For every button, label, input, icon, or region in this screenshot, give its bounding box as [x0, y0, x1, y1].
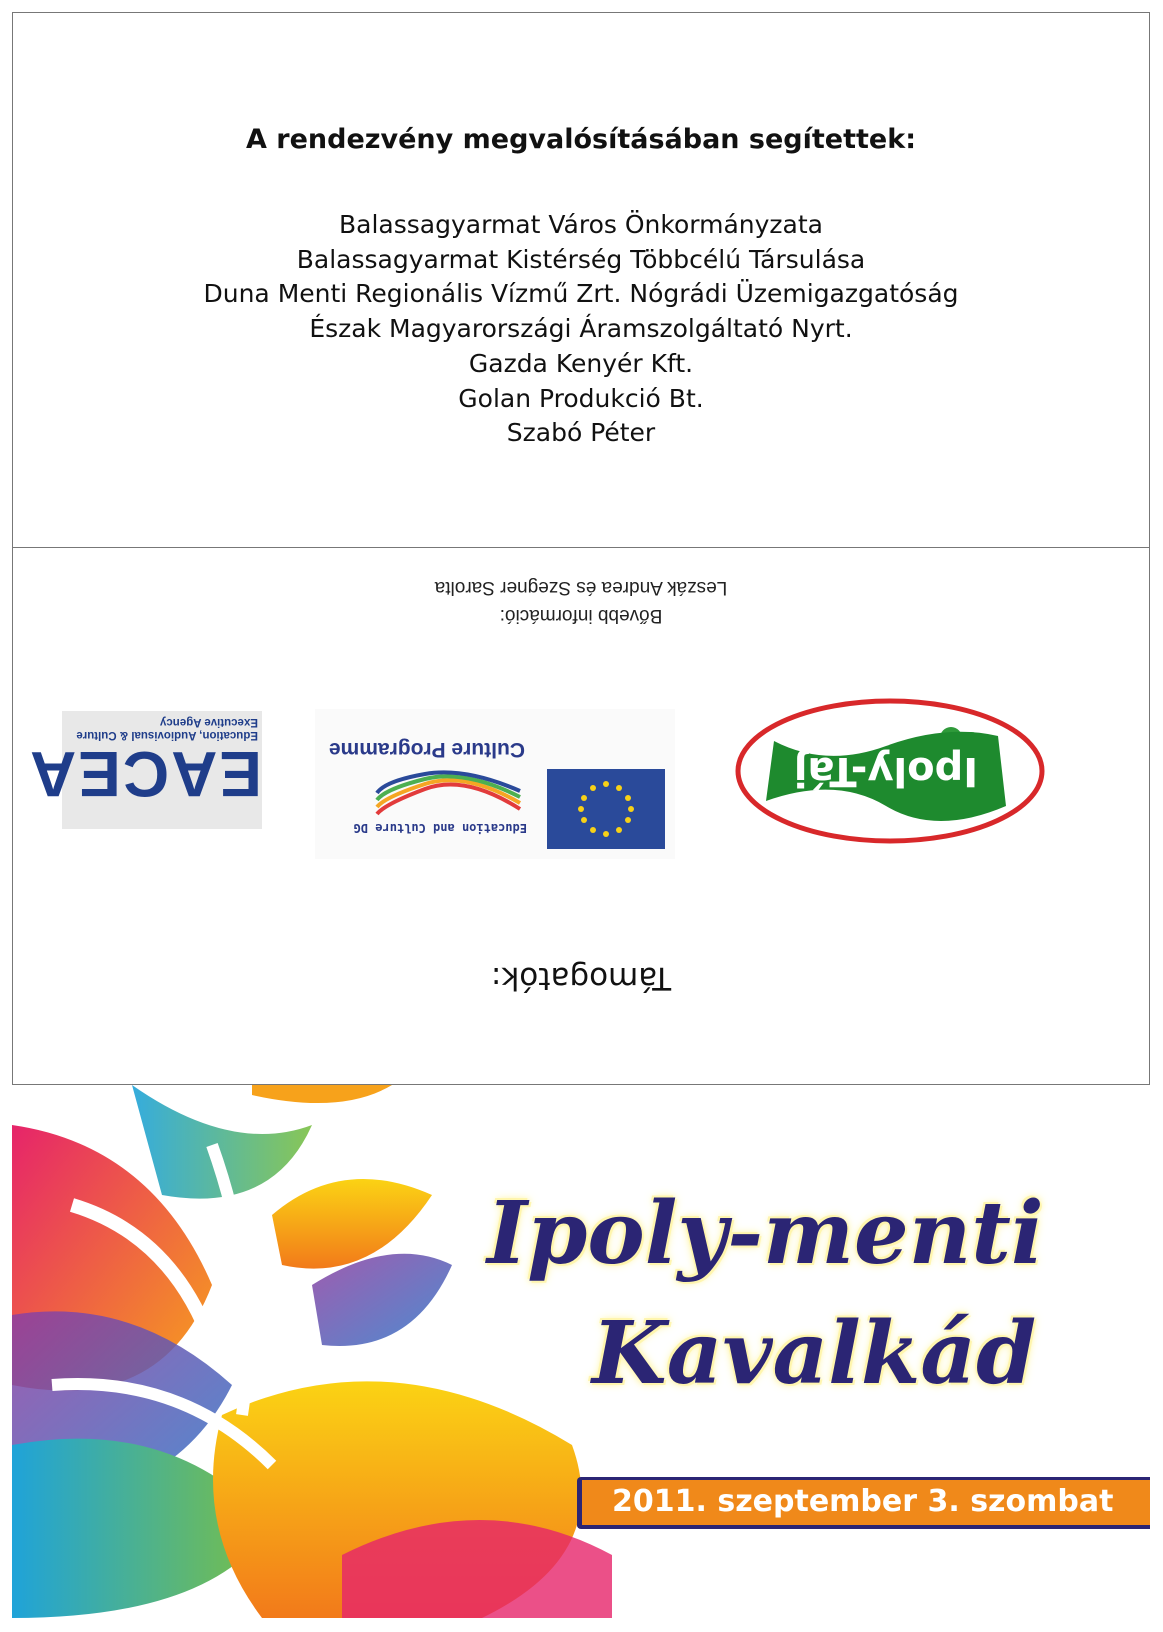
info-label: Bővebb információ: [499, 605, 663, 626]
colorful-swirl-artwork [12, 1085, 632, 1618]
event-date: 2011. szeptember 3. szombat [612, 1484, 1114, 1519]
eacea-tagline [76, 715, 258, 741]
sponsor-item: Észak Magyarországi Áramszolgáltató Nyrt. [309, 314, 853, 344]
date-banner [577, 1477, 1150, 1529]
eacea-logo [27, 711, 262, 829]
sponsor-item: Szabó Péter [506, 418, 656, 448]
sponsor-item: Balassagyarmat Város Önkormányzata [339, 210, 823, 239]
cover-panel [12, 1085, 1150, 1618]
culture-subtitle: Education and Culture DG [353, 821, 527, 835]
event-title-line2: Kavalkád [592, 1303, 1037, 1404]
culture-title: Culture Programme [328, 738, 525, 761]
event-title-line1: Ipoly-menti [487, 1183, 1044, 1284]
credits-panel [12, 12, 1150, 547]
sponsor-list [12, 208, 1150, 451]
eacea-tagline-1: Education, Audiovisual & Culture [76, 729, 258, 741]
sponsor-item: Balassagyarmat Kistérség Többcélú Társulása [296, 244, 866, 274]
more-info [12, 573, 1150, 629]
ipoly-logo-text: Ipoly-Táj [793, 748, 979, 794]
credits-heading: A rendezvény megvalósításában segítettek: [245, 124, 916, 155]
sponsor-item: Gazda Kenyér Kft. [468, 348, 694, 378]
info-names: Leszák Andrea és Szegner Sarolta [434, 577, 728, 598]
supporters-label: Támogatók: [490, 960, 672, 996]
culture-programme-logo [315, 709, 675, 859]
supporters-panel [12, 548, 1150, 1084]
swoosh-icon [375, 769, 525, 819]
sponsor-item: Duna Menti Regionális Vízmű Zrt. Nógrádi Üzemigazgatóság [203, 279, 959, 309]
sponsor-item: Golan Produkció Bt. [458, 383, 704, 413]
rotated-content [12, 548, 1150, 1084]
ipoly-taj-logo [734, 696, 1046, 846]
eu-flag-icon [547, 769, 665, 849]
eacea-mark: EACEA [27, 738, 262, 810]
eacea-tagline-2: Executive Agency [159, 716, 258, 728]
